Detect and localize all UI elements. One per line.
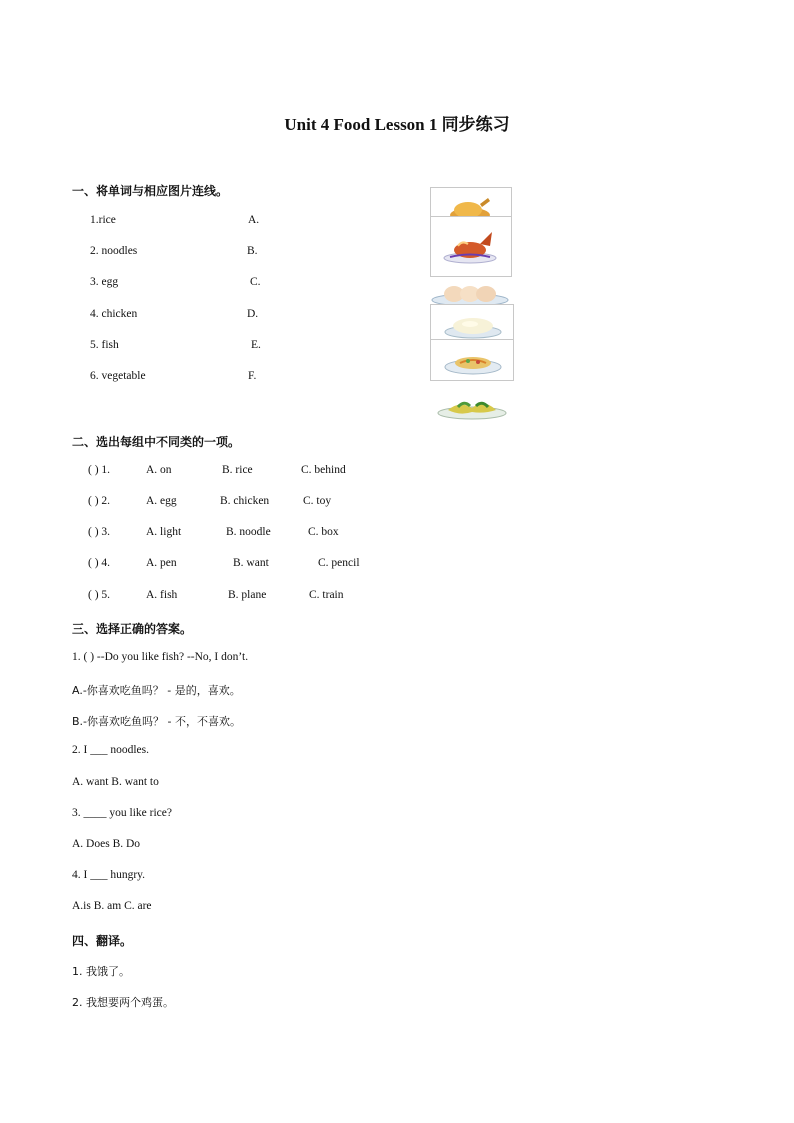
choice-num: ( ) 5. — [88, 589, 111, 601]
question-4: 4. I ___ hungry. — [72, 869, 146, 881]
match-word-4: 4. chicken — [90, 308, 138, 320]
answer-option: B.-你喜欢吃鱼吗？ - 不，不喜欢。 — [72, 715, 241, 728]
choice-a: A. fish — [146, 589, 178, 601]
page-title: Unit 4 Food Lesson 1 同步练习 — [284, 115, 510, 134]
choice-c: C. train — [309, 589, 344, 601]
question-3: 3. ____ you like rice? — [72, 807, 172, 819]
choice-a: A. light — [146, 526, 182, 538]
match-word-6: 6. vegetable — [90, 370, 146, 382]
noodles-icon — [440, 348, 506, 376]
vegetable-icon — [434, 394, 510, 422]
translation-1: 1. 我饿了。 — [72, 965, 130, 978]
choice-b: B. noodle — [226, 526, 271, 538]
match-letter-a: A. — [248, 214, 260, 226]
choice-a: A. on — [146, 464, 172, 476]
fish-icon — [440, 226, 500, 266]
question-2: 2. I ___ noodles. — [72, 744, 149, 756]
answer-option: A.-你喜欢吃鱼吗？ - 是的，喜欢。 — [72, 684, 241, 697]
choice-num: ( ) 2. — [88, 495, 111, 507]
match-letter-d: D. — [247, 308, 259, 320]
match-letter-f: F. — [248, 370, 257, 382]
choice-a: A. pen — [146, 557, 177, 569]
section1-heading: 一、将单词与相应图片连线。 — [72, 184, 229, 198]
choice-c: C. behind — [301, 464, 346, 476]
choice-num: ( ) 4. — [88, 557, 111, 569]
choice-num: ( ) 1. — [88, 464, 111, 476]
section4-heading: 四、翻译。 — [72, 934, 133, 948]
choice-c: C. pencil — [318, 557, 360, 569]
answer-option: A. Does B. Do — [72, 838, 141, 850]
choice-c: C. toy — [303, 495, 332, 507]
choice-b: B. plane — [228, 589, 267, 601]
rice-icon — [440, 312, 506, 340]
choice-b: B. chicken — [220, 495, 270, 507]
match-letter-c: C. — [250, 276, 261, 288]
answer-option: A.is B. am C. are — [72, 900, 152, 912]
match-word-5: 5. fish — [90, 339, 119, 351]
choice-c: C. box — [308, 526, 339, 538]
match-letter-b: B. — [247, 245, 258, 257]
section3-heading: 三、选择正确的答案。 — [72, 622, 193, 636]
answer-option: A. want B. want to — [72, 776, 159, 788]
choice-a: A. egg — [146, 495, 177, 507]
choice-num: ( ) 3. — [88, 526, 111, 538]
match-word-3: 3. egg — [90, 276, 119, 288]
match-word-1: 1.rice — [90, 214, 116, 226]
match-letter-e: E. — [251, 339, 261, 351]
section2-heading: 二、选出每组中不同类的一项。 — [72, 435, 241, 449]
translation-2: 2. 我想要两个鸡蛋。 — [72, 996, 174, 1009]
choice-b: B. rice — [222, 464, 253, 476]
choice-b: B. want — [233, 557, 269, 569]
question-1: 1. ( ) --Do you like fish? --No, I don’t. — [72, 651, 249, 663]
match-word-2: 2. noodles — [90, 245, 138, 257]
